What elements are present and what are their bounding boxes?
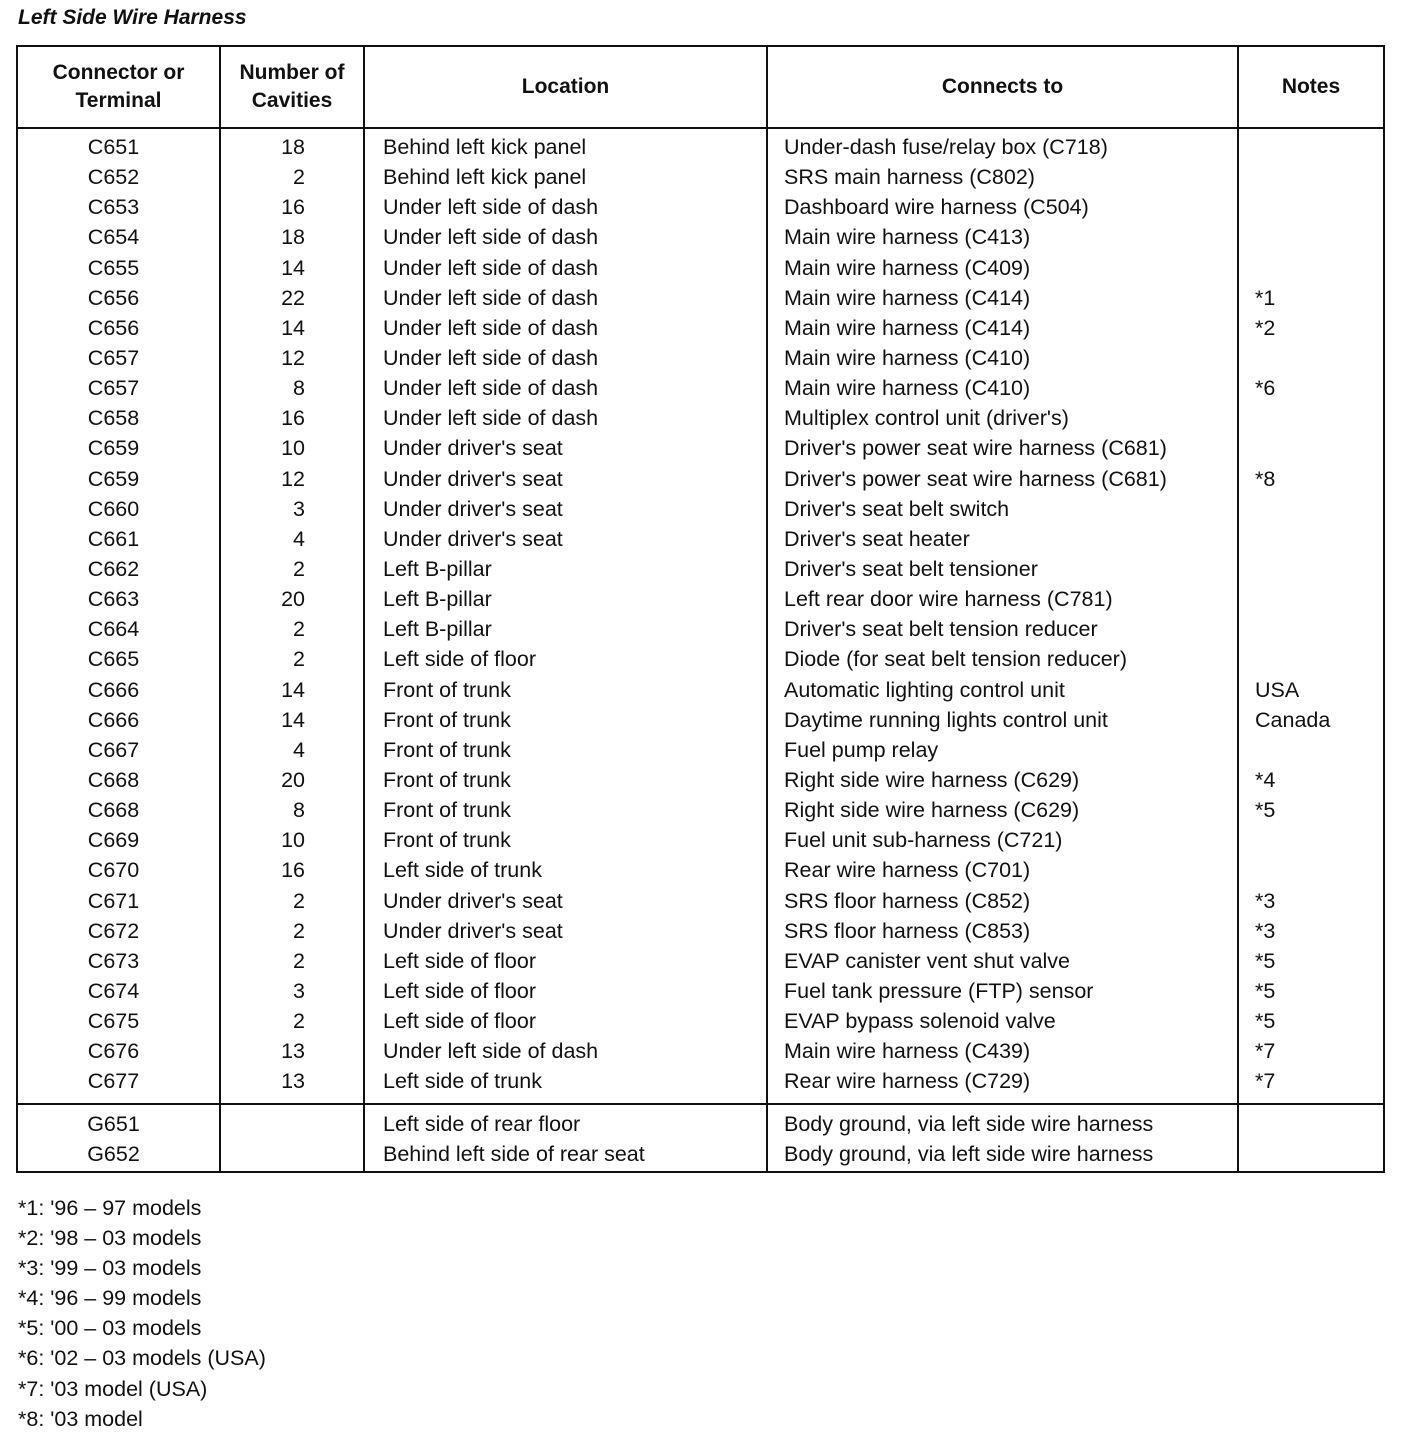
cell-location: Under left side of dash [364, 403, 767, 433]
cell-note: Canada [1238, 705, 1384, 735]
cell-connector: C668 [87, 768, 140, 793]
cell-connects-to: Right side wire harness (C629) [767, 765, 1238, 795]
cell-connects-to: SRS main harness (C802) [767, 162, 1238, 192]
cell-note [1238, 825, 1384, 855]
cell-note [1238, 162, 1384, 192]
cell-location: Left side of floor [364, 644, 767, 674]
cell-connects-to: Driver's seat belt tension reducer [767, 614, 1238, 644]
cell-note: *1 [1238, 283, 1384, 313]
footnote: *4: '96 – 99 models [18, 1286, 202, 1311]
cell-note [1238, 128, 1384, 162]
cell-note: *3 [1238, 916, 1384, 946]
cell-note [1238, 614, 1384, 644]
cell-cavities: 2 [220, 162, 364, 192]
footnote: *5: '00 – 03 models [18, 1316, 202, 1341]
cell-location: Under driver's seat [364, 524, 767, 554]
connector-row [17, 614, 1384, 644]
connector-row [17, 946, 1384, 976]
connector-row [17, 464, 1384, 494]
cell-connects-to: Body ground, via left side wire harness [767, 1139, 1238, 1172]
cell-note: *6 [1238, 373, 1384, 403]
connector-row [17, 253, 1384, 283]
cell-note [1238, 494, 1384, 524]
cell-note: *4 [1238, 765, 1384, 795]
connector-row [17, 1006, 1384, 1036]
connector-row [17, 313, 1384, 343]
cell-note: *2 [1238, 313, 1384, 343]
connector-row [17, 524, 1384, 554]
cell-location: Under driver's seat [364, 886, 767, 916]
connector-row [17, 554, 1384, 584]
cell-connects-to: Automatic lighting control unit [767, 675, 1238, 705]
cell-connector: C674 [87, 979, 140, 1003]
footnote: *6: '02 – 03 models (USA) [18, 1346, 266, 1371]
cell-note [1238, 253, 1384, 283]
cell-location: Under driver's seat [364, 494, 767, 524]
cell-location: Under driver's seat [364, 916, 767, 946]
cell-connects-to: Driver's seat belt switch [767, 494, 1238, 524]
cell-note [1238, 855, 1384, 885]
cell-connects-to: SRS floor harness (C853) [767, 916, 1238, 946]
cell-cavities: 2 [220, 644, 364, 674]
cell-location: Front of trunk [364, 705, 767, 735]
cell-note: *5 [1238, 946, 1384, 976]
connector-row [17, 886, 1384, 916]
cell-cavities: 13 [220, 1036, 364, 1066]
cell-connector: C653 [87, 195, 140, 220]
cell-connects-to: Driver's power seat wire harness (C681) [767, 464, 1238, 494]
connector-row [17, 584, 1384, 614]
cell-connector: C655 [87, 255, 140, 280]
cell-connector: C666 [87, 707, 140, 732]
cell-location: Behind left side of rear seat [364, 1139, 767, 1172]
cell-cavities: 12 [220, 343, 364, 373]
cell-location: Front of trunk [364, 735, 767, 765]
cell-connects-to: Main wire harness (C410) [767, 373, 1238, 403]
cell-connector: C662 [87, 557, 140, 582]
cell-location: Under left side of dash [364, 373, 767, 403]
cell-cavities: 8 [220, 373, 364, 403]
cell-connects-to: Fuel pump relay [767, 735, 1238, 765]
cell-location: Front of trunk [364, 765, 767, 795]
connector-row [17, 916, 1384, 946]
cell-connector: C667 [87, 737, 140, 762]
header-location: Location [364, 46, 767, 128]
cell-connector: C659 [87, 466, 140, 491]
cell-note: USA [1238, 675, 1384, 705]
cell-connector: C656 [87, 315, 140, 340]
cell-connector: C665 [87, 647, 140, 672]
cell-connector: C670 [87, 858, 140, 883]
cell-cavities: 2 [220, 614, 364, 644]
cell-location: Left B-pillar [364, 614, 767, 644]
connector-row [17, 976, 1384, 1006]
cell-cavities: 2 [220, 886, 364, 916]
cell-connects-to: Main wire harness (C410) [767, 343, 1238, 373]
cell-cavities: 12 [220, 464, 364, 494]
cell-location: Under driver's seat [364, 464, 767, 494]
ground-rows [17, 1104, 1384, 1172]
connector-row [17, 825, 1384, 855]
cell-note [1238, 644, 1384, 674]
cell-connector: C660 [87, 496, 140, 521]
cell-note: *7 [1238, 1036, 1384, 1066]
header-connects-to: Connects to [767, 46, 1238, 128]
connector-row [17, 735, 1384, 765]
cell-cavities: 14 [220, 313, 364, 343]
harness-table [16, 45, 1385, 1173]
footnote: *7: '03 model (USA) [18, 1376, 208, 1401]
cell-location: Under left side of dash [364, 313, 767, 343]
cell-connects-to: Left rear door wire harness (C781) [767, 584, 1238, 614]
cell-cavities [220, 1104, 364, 1139]
cell-location: Left B-pillar [364, 584, 767, 614]
cell-note: *5 [1238, 976, 1384, 1006]
connector-row [17, 192, 1384, 222]
cell-location: Under left side of dash [364, 1036, 767, 1066]
footnotes [18, 1193, 266, 1434]
cell-cavities: 14 [220, 705, 364, 735]
cell-location: Under left side of dash [364, 253, 767, 283]
cell-connector: C677 [87, 1069, 140, 1094]
cell-cavities: 18 [220, 222, 364, 252]
cell-connects-to: Fuel unit sub-harness (C721) [767, 825, 1238, 855]
cell-note: *3 [1238, 886, 1384, 916]
cell-location: Front of trunk [364, 675, 767, 705]
cell-note [1238, 735, 1384, 765]
connector-row [17, 705, 1384, 735]
cell-connects-to: Rear wire harness (C701) [767, 855, 1238, 885]
cell-note [1238, 1139, 1384, 1172]
cell-cavities: 4 [220, 735, 364, 765]
cell-note: *8 [1238, 464, 1384, 494]
cell-note: *5 [1238, 795, 1384, 825]
cell-location: Under left side of dash [364, 283, 767, 313]
cell-connector: C656 [87, 285, 140, 310]
cell-note [1238, 524, 1384, 554]
connector-rows [17, 128, 1384, 1104]
cell-connects-to: Diode (for seat belt tension reducer) [767, 644, 1238, 674]
cell-note [1238, 433, 1384, 463]
cell-connector: C675 [87, 1009, 140, 1034]
cell-connector: C672 [87, 918, 140, 943]
cell-location: Left side of floor [364, 1006, 767, 1036]
connector-row [17, 343, 1384, 373]
cell-connector: C661 [87, 526, 140, 551]
cell-connects-to: Main wire harness (C414) [767, 283, 1238, 313]
header-cavities: Number of Cavities [220, 46, 364, 128]
cell-connects-to: Dashboard wire harness (C504) [767, 192, 1238, 222]
connector-row [17, 128, 1384, 162]
cell-location: Left side of floor [364, 976, 767, 1006]
cell-cavities: 10 [220, 433, 364, 463]
cell-location: Front of trunk [364, 825, 767, 855]
cell-location: Left B-pillar [364, 554, 767, 584]
cell-cavities: 4 [220, 524, 364, 554]
footnote: *2: '98 – 03 models [18, 1226, 202, 1251]
cell-connects-to: Main wire harness (C414) [767, 313, 1238, 343]
header-row [17, 46, 1384, 128]
cell-connects-to: Driver's seat heater [767, 524, 1238, 554]
cell-connector: C666 [87, 677, 140, 702]
connector-row [17, 162, 1384, 192]
connector-row [17, 494, 1384, 524]
cell-connector: C673 [87, 948, 140, 973]
cell-connects-to: Right side wire harness (C629) [767, 795, 1238, 825]
cell-cavities: 22 [220, 283, 364, 313]
page-title: Left Side Wire Harness [18, 6, 247, 29]
cell-cavities: 16 [220, 192, 364, 222]
cell-connector: C671 [87, 888, 140, 913]
cell-connector: C663 [87, 587, 140, 612]
cell-connects-to: Main wire harness (C413) [767, 222, 1238, 252]
cell-location: Front of trunk [364, 795, 767, 825]
cell-cavities: 20 [220, 584, 364, 614]
cell-cavities: 2 [220, 946, 364, 976]
cell-cavities: 2 [220, 1006, 364, 1036]
connector-row [17, 795, 1384, 825]
cell-location: Left side of trunk [364, 855, 767, 885]
cell-connects-to: SRS floor harness (C852) [767, 886, 1238, 916]
connector-row [17, 855, 1384, 885]
cell-note [1238, 222, 1384, 252]
cell-connects-to: Main wire harness (C409) [767, 253, 1238, 283]
ground-row [17, 1139, 1384, 1172]
cell-cavities: 10 [220, 825, 364, 855]
cell-connects-to: EVAP canister vent shut valve [767, 946, 1238, 976]
cell-connects-to: EVAP bypass solenoid valve [767, 1006, 1238, 1036]
cell-connector: C664 [87, 617, 140, 642]
cell-connector: G652 [87, 1141, 140, 1166]
cell-connector: G651 [17, 1104, 220, 1139]
cell-location: Behind left kick panel [364, 162, 767, 192]
cell-location: Under left side of dash [364, 222, 767, 252]
cell-connects-to: Driver's seat belt tensioner [767, 554, 1238, 584]
connector-row [17, 373, 1384, 403]
connector-row [17, 222, 1384, 252]
cell-note [1238, 403, 1384, 433]
cell-connector: C657 [87, 376, 140, 401]
cell-connects-to: Rear wire harness (C729) [767, 1066, 1238, 1103]
footnote: *1: '96 – 97 models [18, 1196, 202, 1220]
cell-note [1238, 192, 1384, 222]
cell-note [1238, 1104, 1384, 1139]
connector-row [17, 403, 1384, 433]
cell-cavities [220, 1139, 364, 1172]
connector-row [17, 765, 1384, 795]
cell-cavities: 14 [220, 675, 364, 705]
cell-cavities: 13 [220, 1066, 364, 1103]
cell-connects-to: Fuel tank pressure (FTP) sensor [767, 976, 1238, 1006]
footnote: *8: '03 model [18, 1406, 143, 1431]
cell-location: Left side of floor [364, 946, 767, 976]
cell-cavities: 18 [220, 128, 364, 162]
cell-cavities: 16 [220, 403, 364, 433]
connector-row [17, 644, 1384, 674]
cell-connector: C657 [87, 346, 140, 371]
cell-cavities: 3 [220, 976, 364, 1006]
cell-connects-to: Daytime running lights control unit [767, 705, 1238, 735]
cell-connects-to: Multiplex control unit (driver's) [767, 403, 1238, 433]
cell-note: *5 [1238, 1006, 1384, 1036]
cell-connects-to: Driver's power seat wire harness (C681) [767, 433, 1238, 463]
ground-row [17, 1104, 1384, 1139]
cell-location: Under left side of dash [364, 343, 767, 373]
cell-connector: C658 [87, 406, 140, 431]
cell-connects-to: Body ground, via left side wire harness [767, 1104, 1238, 1139]
connector-row [17, 1066, 1384, 1103]
cell-cavities: 3 [220, 494, 364, 524]
cell-cavities: 2 [220, 916, 364, 946]
cell-location: Left side of rear floor [364, 1104, 767, 1139]
connector-row [17, 433, 1384, 463]
connector-row [17, 283, 1384, 313]
cell-cavities: 20 [220, 765, 364, 795]
cell-location: Under left side of dash [364, 192, 767, 222]
cell-cavities: 2 [220, 554, 364, 584]
cell-location: Behind left kick panel [364, 128, 767, 162]
cell-connects-to: Under-dash fuse/relay box (C718) [767, 128, 1238, 162]
cell-connects-to: Main wire harness (C439) [767, 1036, 1238, 1066]
cell-cavities: 14 [220, 253, 364, 283]
connector-row [17, 675, 1384, 705]
cell-location: Left side of trunk [364, 1066, 767, 1103]
cell-connector: C659 [87, 436, 140, 461]
cell-connector: C669 [87, 828, 140, 853]
cell-connector: C668 [87, 798, 140, 823]
header-notes: Notes [1238, 46, 1384, 128]
connector-row [17, 1036, 1384, 1066]
cell-note [1238, 343, 1384, 373]
cell-note: *7 [1238, 1066, 1384, 1103]
cell-connector: C652 [87, 165, 140, 190]
cell-connector: C654 [87, 225, 140, 250]
cell-connector: C676 [87, 1039, 140, 1064]
cell-connector: C651 [87, 135, 140, 160]
footnote: *3: '99 – 03 models [18, 1256, 202, 1281]
cell-note [1238, 554, 1384, 584]
cell-cavities: 16 [220, 855, 364, 885]
header-connector: Connector or Terminal [17, 46, 220, 128]
cell-cavities: 8 [220, 795, 364, 825]
cell-note [1238, 584, 1384, 614]
cell-location: Under driver's seat [364, 433, 767, 463]
